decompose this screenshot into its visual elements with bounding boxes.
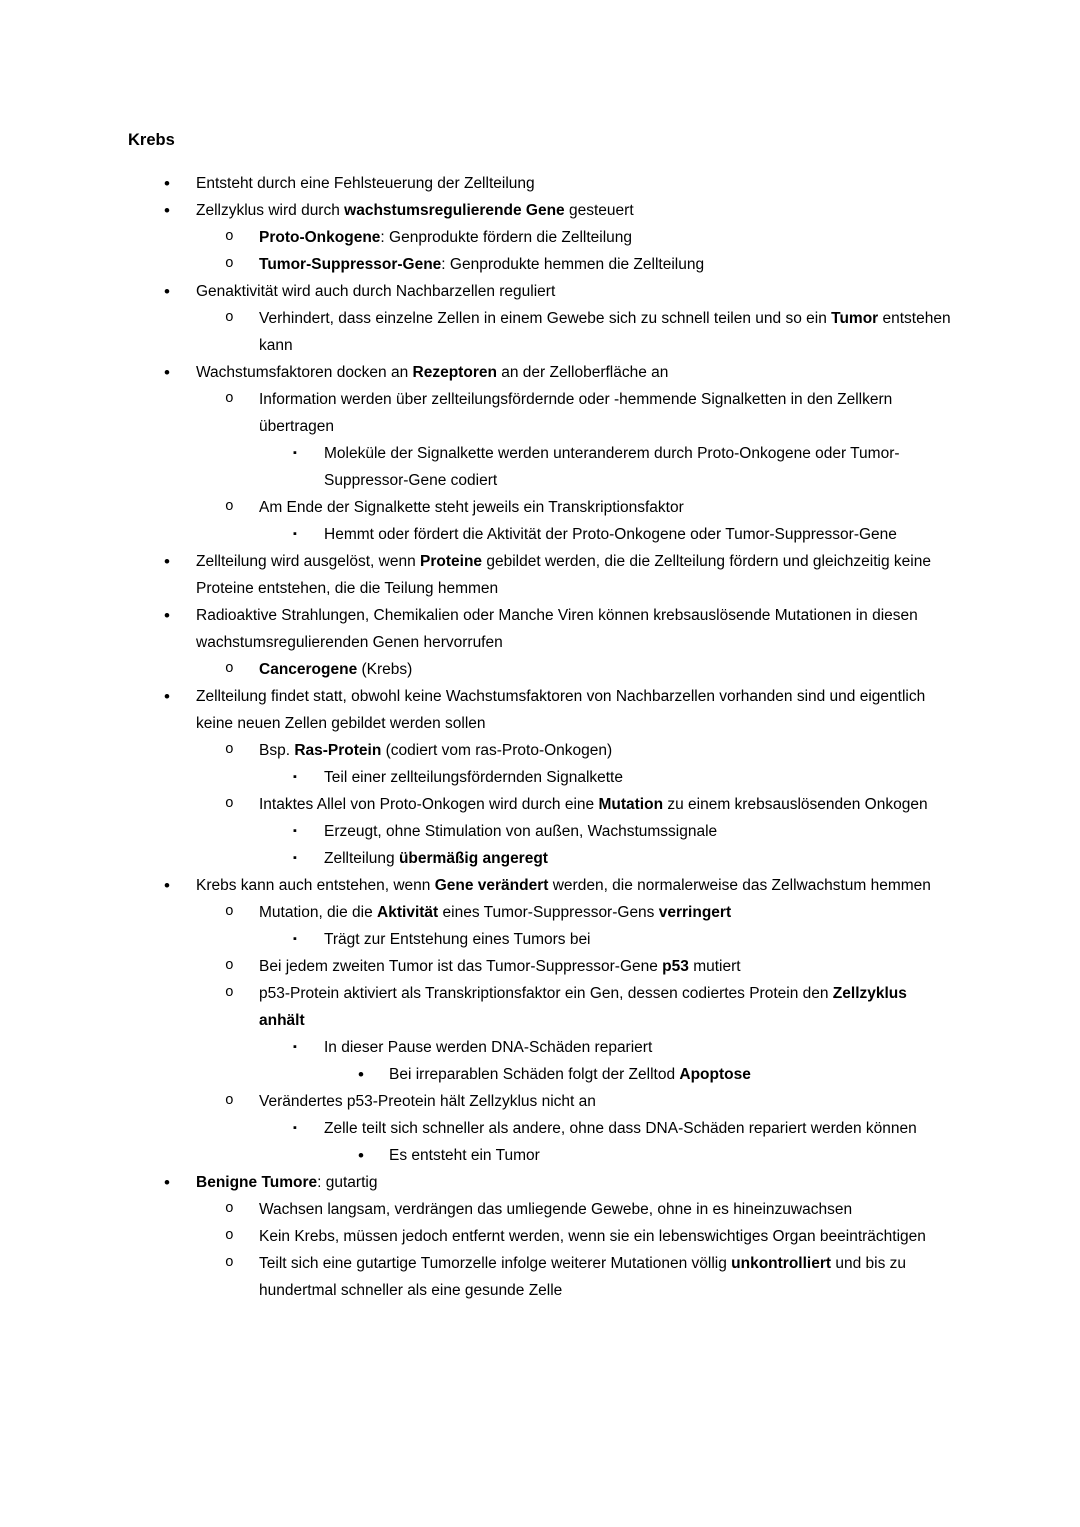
- text-segment-bold: Proto-Onkogene: [259, 229, 381, 246]
- list-item-text: [259, 737, 952, 764]
- text-segment: mutiert: [688, 958, 741, 975]
- list-item-text: [259, 1088, 952, 1115]
- text-segment-bold: wachstumsregulierende Gene: [344, 202, 565, 219]
- bullet-circle-o-icon: o: [225, 742, 234, 758]
- list-item: [128, 494, 952, 521]
- list-item-text: [259, 1196, 952, 1223]
- list-item: [128, 926, 952, 953]
- bullet-disc-icon: •: [164, 606, 170, 625]
- bullet-circle-o-icon: o: [225, 1093, 234, 1109]
- list-item: [128, 548, 952, 602]
- text-segment: gebildet werden, die die Zellteilung fördern und gleichzeitig keine Proteine entstehen, die die Teilung hemmen: [196, 553, 931, 597]
- text-segment: (codiert vom ras-Proto-Onkogen): [381, 742, 613, 759]
- text-segment: : gutartig: [317, 1174, 378, 1191]
- text-segment-bold: Cancerogene: [259, 661, 358, 678]
- list-item-text: [324, 1034, 952, 1061]
- text-segment-bold: p53: [662, 958, 689, 975]
- text-segment-bold: Apoptose: [679, 1066, 751, 1083]
- list-item-text: [196, 1169, 952, 1196]
- list-item: [128, 1034, 952, 1061]
- bullet-circle-o-icon: o: [225, 661, 234, 677]
- list-item: [128, 440, 952, 494]
- bullet-disc-icon: •: [164, 687, 170, 706]
- bullet-circle-o-icon: o: [225, 310, 234, 326]
- bullet-square-icon: ▪: [293, 933, 297, 945]
- text-segment-bold: Gene verändert: [434, 877, 549, 894]
- list-item-text: [259, 1250, 952, 1304]
- list-item: [128, 1115, 952, 1142]
- list-item-text: [259, 953, 952, 980]
- bullet-circle-o-icon: o: [225, 391, 234, 407]
- text-segment-bold: übermäßig angeregt: [398, 850, 548, 867]
- text-segment: Intaktes Allel von Proto-Onkogen wird durch eine: [259, 796, 599, 813]
- list-item-text: [259, 899, 952, 926]
- text-segment: Erzeugt, ohne Stimulation von außen, Wachstumssignale: [324, 823, 718, 840]
- list-item-text: [259, 251, 952, 278]
- list-item-text: [324, 521, 952, 548]
- bullet-square-icon: ▪: [293, 447, 297, 459]
- list-item-text: [259, 386, 952, 440]
- list-item: [128, 791, 952, 818]
- list-item: [128, 197, 952, 224]
- text-segment: Verhindert, dass einzelne Zellen in einem Gewebe sich zu schnell teilen und so ein: [259, 310, 832, 327]
- text-segment: an der Zelloberfläche an: [496, 364, 669, 381]
- list-item: [128, 359, 952, 386]
- list-item: [128, 764, 952, 791]
- list-item: [128, 980, 952, 1034]
- bullet-disc-icon: •: [164, 1173, 170, 1192]
- text-segment: Krebs kann auch entstehen, wenn: [196, 877, 435, 894]
- list-item: [128, 602, 952, 656]
- list-item-text: [259, 305, 952, 359]
- bullet-disc-icon: •: [164, 876, 170, 895]
- list-item-text: [324, 764, 952, 791]
- text-segment: Radioaktive Strahlungen, Chemikalien oder Manche Viren können krebsauslösende Mutationen in diesen wachstumsregulierenden Genen hervorrufen: [196, 607, 918, 651]
- list-item: [128, 251, 952, 278]
- list-item-text: [324, 926, 952, 953]
- text-segment: Information werden über zellteilungsfördernde oder -hemmende Signalketten in den Zellkern übertragen: [259, 391, 893, 435]
- bullet-square-icon: ▪: [293, 852, 297, 864]
- list-item: [128, 656, 952, 683]
- bullet-square-icon: ▪: [293, 771, 297, 783]
- text-segment: Wachstumsfaktoren docken an: [196, 364, 413, 381]
- text-segment: zu einem krebsauslösenden Onkogen: [663, 796, 928, 813]
- text-segment-bold: Ras-Protein: [294, 742, 382, 759]
- bullet-disc-icon: •: [164, 174, 170, 193]
- text-segment: Bei jedem zweiten Tumor ist das Tumor-Suppressor-Gene: [259, 958, 663, 975]
- bullet-disc-icon: •: [164, 201, 170, 220]
- text-segment: Bsp.: [259, 742, 295, 759]
- text-segment: eines Tumor-Suppressor-Gens: [438, 904, 659, 921]
- list-item-text: [196, 683, 952, 737]
- text-segment: und bis zu hundertmal schneller als eine gesunde Zelle: [259, 1255, 906, 1299]
- list-item: [128, 737, 952, 764]
- list-item: [128, 845, 952, 872]
- bullet-circle-o-icon: o: [225, 796, 234, 812]
- list-item-text: [196, 170, 952, 197]
- list-item: [128, 872, 952, 899]
- list-item: [128, 1250, 952, 1304]
- list-item-text: [196, 872, 952, 899]
- list-item-text: [259, 1223, 952, 1250]
- list-item: [128, 899, 952, 926]
- list-item: [128, 278, 952, 305]
- text-segment: Zellzyklus wird durch: [196, 202, 345, 219]
- text-segment: Wachsen langsam, verdrängen das umliegende Gewebe, ohne in es hineinzuwachsen: [259, 1201, 853, 1218]
- text-segment: : Genprodukte fördern die Zellteilung: [380, 229, 633, 246]
- text-segment-bold: Tumor-Suppressor-Gene: [259, 256, 442, 273]
- text-segment-bold: unkontrolliert: [731, 1255, 832, 1272]
- bullet-square-icon: ▪: [293, 825, 297, 837]
- text-segment: Kein Krebs, müssen jedoch entfernt werden, wenn sie ein lebenswichtiges Organ beeinträchtigen: [259, 1228, 926, 1245]
- bullet-circle-o-icon: o: [225, 229, 234, 245]
- text-segment: Entsteht durch eine Fehlsteuerung der Zellteilung: [196, 175, 535, 192]
- list-item: [128, 521, 952, 548]
- list-item: [128, 683, 952, 737]
- text-segment-bold: Benigne Tumore: [196, 1174, 318, 1191]
- list-item-text: [259, 494, 952, 521]
- list-item: [128, 1169, 952, 1196]
- list-item-text: [259, 656, 952, 683]
- list-item-text: [324, 818, 952, 845]
- list-item: [128, 170, 952, 197]
- list-item-text: [324, 440, 952, 494]
- bullet-square-icon: ▪: [293, 1041, 297, 1053]
- page-title: Krebs: [128, 131, 175, 149]
- list-item: [128, 224, 952, 251]
- list-item-text: [324, 1115, 952, 1142]
- text-segment: : Genprodukte hemmen die Zellteilung: [441, 256, 705, 273]
- bullet-square-icon: ▪: [293, 1122, 297, 1134]
- list-item-text: [259, 224, 952, 251]
- bullet-circle-o-icon: o: [225, 499, 234, 515]
- list-item: [128, 1223, 952, 1250]
- text-segment: Zellteilung: [324, 850, 399, 867]
- text-segment: entstehen kann: [259, 310, 951, 354]
- list-item-text: [389, 1142, 952, 1169]
- text-segment-bold: Aktivität: [377, 904, 439, 921]
- text-segment-bold: verringert: [658, 904, 732, 921]
- list-item: [128, 818, 952, 845]
- text-segment: Am Ende der Signalkette steht jeweils ein Transkriptionsfaktor: [259, 499, 684, 516]
- text-segment: Moleküle der Signalkette werden unteranderem durch Proto-Onkogene oder Tumor-Suppressor-Gene codiert: [324, 445, 900, 489]
- list-item: [128, 386, 952, 440]
- text-segment-bold: Rezeptoren: [412, 364, 497, 381]
- text-segment: gesteuert: [564, 202, 634, 219]
- text-segment: (Krebs): [357, 661, 413, 678]
- bullet-circle-o-icon: o: [225, 1255, 234, 1271]
- list-item-text: [196, 197, 952, 224]
- list-item-text: [196, 548, 952, 602]
- text-segment: Es entsteht ein Tumor: [389, 1147, 540, 1164]
- text-segment: Verändertes p53-Preotein hält Zellzyklus nicht an: [259, 1093, 596, 1110]
- list-item: [128, 1196, 952, 1223]
- list-item: [128, 953, 952, 980]
- text-segment: Zellteilung findet statt, obwohl keine Wachstumsfaktoren von Nachbarzellen vorhanden sind und eigentlich keine neuen Zellen gebildet werden sollen: [196, 688, 926, 732]
- text-segment: Teilt sich eine gutartige Tumorzelle infolge weiterer Mutationen völlig: [259, 1255, 732, 1272]
- text-segment: werden, die normalerweise das Zellwachstum hemmen: [548, 877, 931, 894]
- text-segment: Mutation, die die: [259, 904, 378, 921]
- bullet-circle-o-icon: o: [225, 1228, 234, 1244]
- bullet-circle-o-icon: o: [225, 904, 234, 920]
- list-item-text: [324, 845, 952, 872]
- list-item-text: [259, 791, 952, 818]
- text-segment: Trägt zur Entstehung eines Tumors bei: [324, 931, 591, 948]
- text-segment: Teil einer zellteilungsfördernden Signalkette: [324, 769, 623, 786]
- list-item-text: [196, 359, 952, 386]
- text-segment-bold: Proteine: [420, 553, 483, 570]
- text-segment: Hemmt oder fördert die Aktivität der Proto-Onkogene oder Tumor-Suppressor-Gene: [324, 526, 897, 543]
- bullet-circle-o-icon: o: [225, 958, 234, 974]
- text-segment-bold: Tumor: [831, 310, 879, 327]
- text-segment: Zelle teilt sich schneller als andere, ohne dass DNA-Schäden repariert werden können: [324, 1120, 917, 1137]
- text-segment: Zellteilung wird ausgelöst, wenn: [196, 553, 421, 570]
- list-item-text: [196, 278, 952, 305]
- bullet-square-icon: ▪: [293, 528, 297, 540]
- list-item: [128, 1061, 952, 1088]
- notes-list: [128, 170, 952, 1304]
- text-segment: Bei irreparablen Schäden folgt der Zelltod: [389, 1066, 680, 1083]
- text-segment: In dieser Pause werden DNA-Schäden repariert: [324, 1039, 653, 1056]
- bullet-disc-icon: •: [164, 363, 170, 382]
- list-item-text: [196, 602, 952, 656]
- text-segment: p53-Protein aktiviert als Transkriptionsfaktor ein Gen, dessen codiertes Protein den: [259, 985, 833, 1002]
- bullet-disc-icon: •: [358, 1065, 364, 1084]
- list-item-text: [259, 980, 952, 1034]
- bullet-disc-icon: •: [358, 1146, 364, 1165]
- text-segment: Genaktivität wird auch durch Nachbarzellen reguliert: [196, 283, 556, 300]
- list-item: [128, 305, 952, 359]
- text-segment-bold: Mutation: [598, 796, 664, 813]
- list-item: [128, 1142, 952, 1169]
- list-item: [128, 1088, 952, 1115]
- bullet-circle-o-icon: o: [225, 1201, 234, 1217]
- bullet-disc-icon: •: [164, 552, 170, 571]
- bullet-circle-o-icon: o: [225, 985, 234, 1001]
- bullet-disc-icon: •: [164, 282, 170, 301]
- bullet-circle-o-icon: o: [225, 256, 234, 272]
- text-segment-bold: Zellzyklus anhält: [259, 985, 907, 1029]
- list-item-text: [389, 1061, 952, 1088]
